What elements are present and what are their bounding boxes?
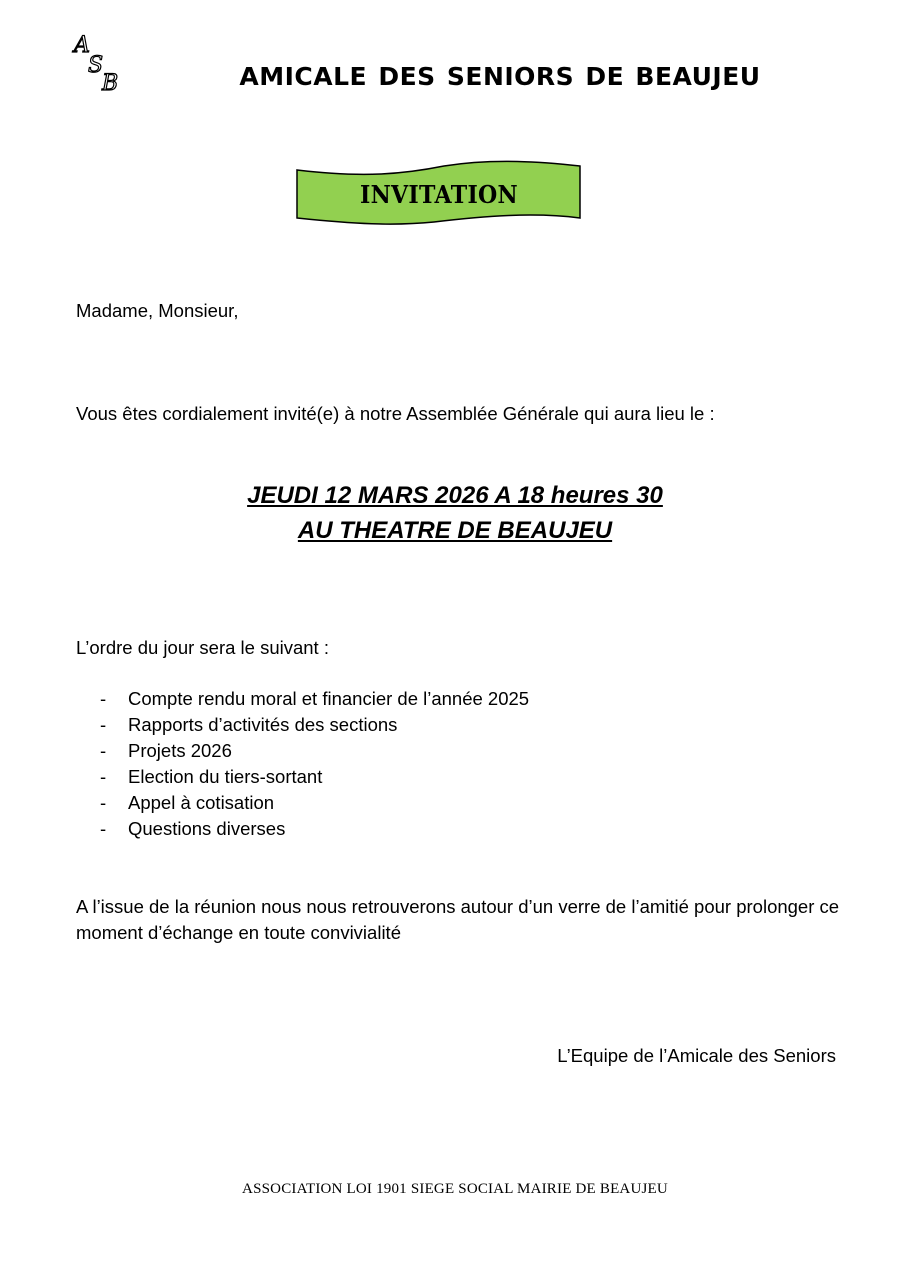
salutation: Madame, Monsieur, (76, 300, 239, 321)
agenda-bullet: - (100, 818, 107, 839)
agenda-item (100, 790, 529, 816)
agenda-item-text: Appel à cotisation (128, 792, 275, 813)
logo-letter-s: S (88, 53, 104, 78)
agenda-item-text: Compte rendu moral et financier de l’année 2025 (128, 688, 530, 709)
agenda-item (100, 712, 529, 738)
logo-letter-a: A (74, 33, 90, 58)
agenda-list (100, 686, 529, 842)
agenda-item-text: Questions diverses (128, 818, 286, 839)
event-place: AU THEATRE DE BEAUJEU (297, 517, 613, 544)
signature: L’Equipe de l’Amicale des Seniors (557, 1045, 836, 1066)
agenda-item-text: Projets 2026 (128, 740, 232, 761)
association-title: AMICALE DES SENIORS DE BEAUJEU (239, 62, 761, 91)
closing-paragraph: A l’issue de la réunion nous nous retrouverons autour d’un verre de l’amitié pour prolonger ce moment d’échange en toute convivialité (76, 896, 840, 943)
logo-letter-b: B (102, 71, 119, 94)
agenda-item (100, 816, 529, 842)
agenda-item (100, 686, 529, 712)
agenda-item-text: Election du tiers-sortant (128, 766, 323, 787)
agenda-item (100, 738, 529, 764)
invitation-label: INVITATION (359, 180, 519, 209)
agenda-bullet: - (100, 740, 107, 761)
agenda-bullet: - (100, 766, 107, 787)
agenda-intro: L’ordre du jour sera le suivant : (76, 637, 329, 658)
agenda-bullet: - (100, 792, 107, 813)
event-date: JEUDI 12 MARS 2026 A 18 heures 30 (247, 482, 663, 509)
agenda-item-text: Rapports d’activités des sections (128, 714, 398, 735)
footer-legal: ASSOCIATION LOI 1901 SIEGE SOCIAL MAIRIE DE BEAUJEU (242, 1181, 668, 1197)
agenda-bullet: - (100, 714, 107, 735)
agenda-bullet: - (100, 688, 107, 709)
agenda-item (100, 764, 529, 790)
invite-line: Vous êtes cordialement invité(e) à notre Assemblée Générale qui aura lieu le : (76, 403, 715, 424)
